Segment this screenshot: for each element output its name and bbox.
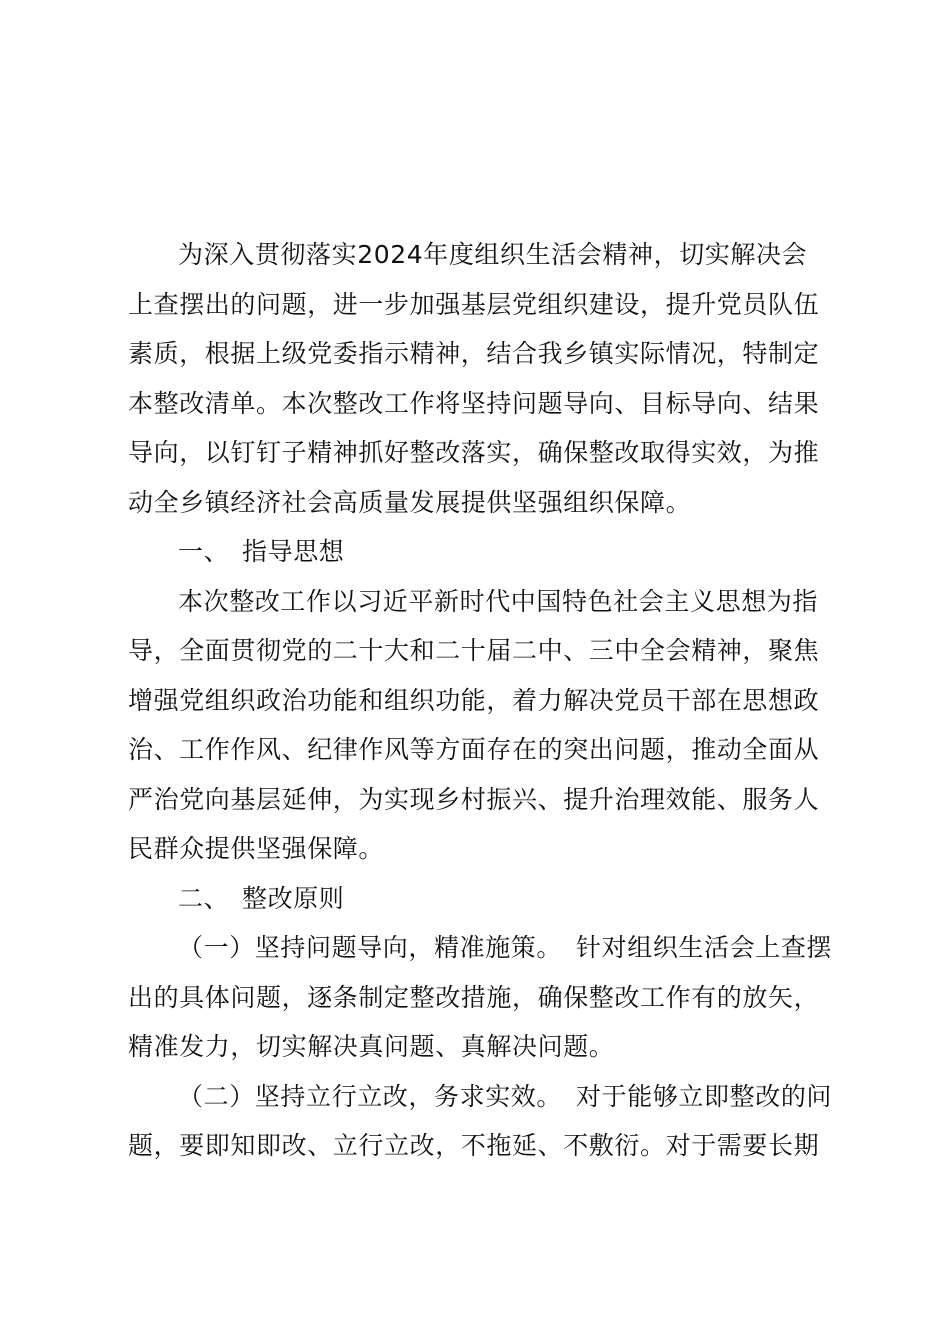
intro-line: 导向，以钉钉子精神抓好整改落实，确保整改取得实效，为推: [128, 438, 820, 467]
section-number: 二、: [178, 883, 230, 913]
section1-line: 治、工作作风、纪律作风等方面存在的突出问题，推动全面从: [128, 735, 820, 764]
section-title: 指导思想: [242, 537, 345, 566]
principle-line: 精准发力，切实解决真问题、真解决问题。: [128, 1032, 615, 1061]
section1-line: 导，全面贯彻党的二十大和二十届二中、三中全会精神，聚焦: [128, 636, 820, 665]
document-body: [128, 230, 832, 1171]
intro-line: 上查摆出的问题，进一步加强基层党组织建设，提升党员队伍: [128, 289, 820, 319]
intro-line: 动全乡镇经济社会高质量发展提供坚强组织保障。: [128, 487, 692, 517]
section1-line: 本次整改工作以习近平新时代中国特色社会主义思想为指: [178, 586, 819, 616]
intro-line: 素质，根据上级党委指示精神，结合我乡镇实际情况，特制定: [128, 339, 820, 368]
principle-text: 针对组织生活会上查摆: [576, 933, 832, 962]
principle-item-2: [128, 1072, 832, 1122]
section-title: 整改原则: [242, 883, 345, 913]
intro-line: 为深入贯彻落实2024年度组织生活会精神，切实解决会: [178, 240, 808, 269]
section1-line: 民群众提供坚强保障。: [128, 834, 385, 863]
principle-text: 对于能够立即整改的问: [576, 1081, 832, 1111]
section1-line: 严治党向基层延伸，为实现乡村振兴、提升治理效能、服务人: [128, 784, 820, 814]
principle-item-1: [128, 923, 832, 973]
principle-line: 题，要即知即改、立行立改，不拖延、不敷衍。对于需要长期: [128, 1131, 820, 1160]
principle-line: 出的具体问题，逐条制定整改措施，确保整改工作有的放矢，: [128, 982, 820, 1012]
principle-label: （二）坚持立行立改，务求实效。: [178, 1081, 563, 1111]
section-heading-1: [128, 527, 832, 577]
section-heading-2: [128, 874, 832, 924]
section-number: 一、: [178, 537, 230, 566]
section1-line: 增强党组织政治功能和组织功能，着力解决党员干部在思想政: [128, 685, 820, 715]
intro-line: 本整改清单。本次整改工作将坚持问题导向、目标导向、结果: [128, 388, 820, 418]
principle-label: （一）坚持问题导向，精准施策。: [178, 933, 563, 962]
